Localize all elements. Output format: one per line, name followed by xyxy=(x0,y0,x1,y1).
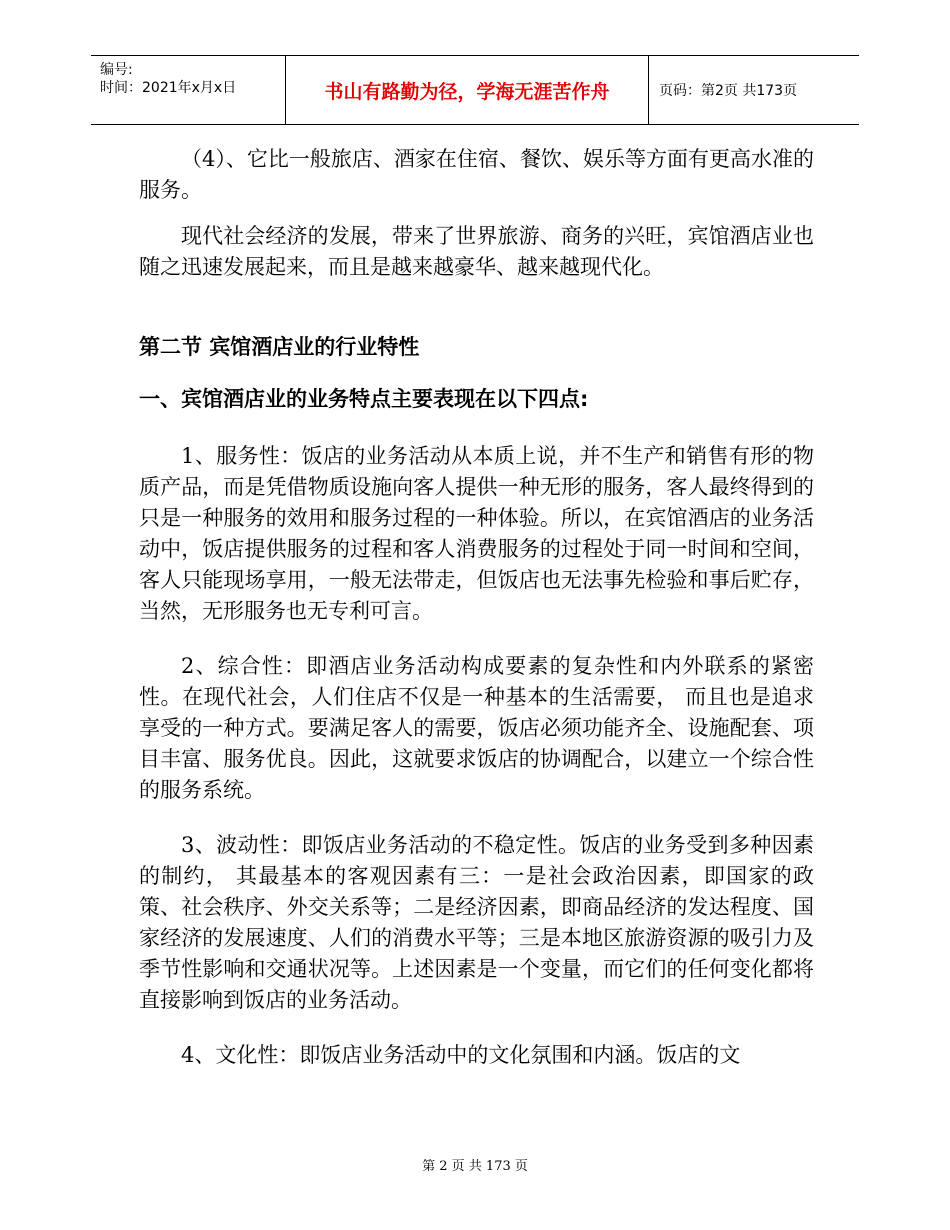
header-motto: 书山有路勤为径，学海无涯苦作舟 xyxy=(286,56,649,124)
header-page-info: 页码：第2页 共173页 xyxy=(659,83,798,99)
section-title: 第二节 宾馆酒店业的行业特性 xyxy=(139,335,420,359)
time-label: 时间：2021年x月x日 xyxy=(100,80,237,96)
page-footer: 第 2 页 共 173 页 xyxy=(422,1159,528,1174)
paragraph-5: 3、波动性：即饭店业务活动的不稳定性。饭店的业务受到多种因素的制约， 其最基本的客观因素有三：一是社会政治因素，即国家的政策、社会秩序、外交关系等；二是经济因素，即商品经济的发达程度、国家经济的发展速度、人们的消费水平等；三是本地区旅游资源的吸引力及季节性影响和交通状况等。上述因素是一个变量，而它们的任何变化都将直接影响到饭店的业务活动。 xyxy=(139,833,814,1012)
page-header xyxy=(91,55,859,125)
number-label: 编号: xyxy=(100,62,133,78)
paragraph-3: 1、服务性：饭店的业务活动从本质上说，并不生产和销售有形的物质产品，而是凭借物质设施向客人提供一种无形的服务，客人最终得到的只是一种服务的效用和服务过程的一种体验。所以，在宾馆酒店的业务活动中，饭店提供服务的过程和客人消费服务的过程处于同一时间和空间，客人只能现场享用，一般无法带走，但饭店也无法事先检验和事后贮存，当然，无形服务也无专利可言。 xyxy=(139,444,814,623)
paragraph-4: 2、综合性：即酒店业务活动构成要素的复杂性和内外联系的紧密性。在现代社会，人们住店不仅是一种基本的生活需要， 而且也是追求享受的一种方式。要满足客人的需要，饭店必须功能齐全、设施配套、项目丰富、服务优良。因此，这就要求饭店的协调配合，以建立一个综合性的服务系统。 xyxy=(139,654,814,802)
paragraph-6: 4、文化性：即饭店业务活动中的文化氛围和内涵。饭店的文 xyxy=(181,1043,741,1067)
paragraph-1: （4）、它比一般旅店、酒家在住宿、餐饮、娱乐等方面有更高水准的服务。 xyxy=(139,147,814,202)
document-body xyxy=(139,140,814,1071)
header-meta xyxy=(91,56,286,124)
paragraph-2: 现代社会经济的发展，带来了世界旅游、商务的兴旺，宾馆酒店业也随之迅速发展起来，而且是越来越豪华、越来越现代化。 xyxy=(139,224,814,279)
subsection-title: 一、宾馆酒店业的业务特点主要表现在以下四点: xyxy=(139,387,589,411)
